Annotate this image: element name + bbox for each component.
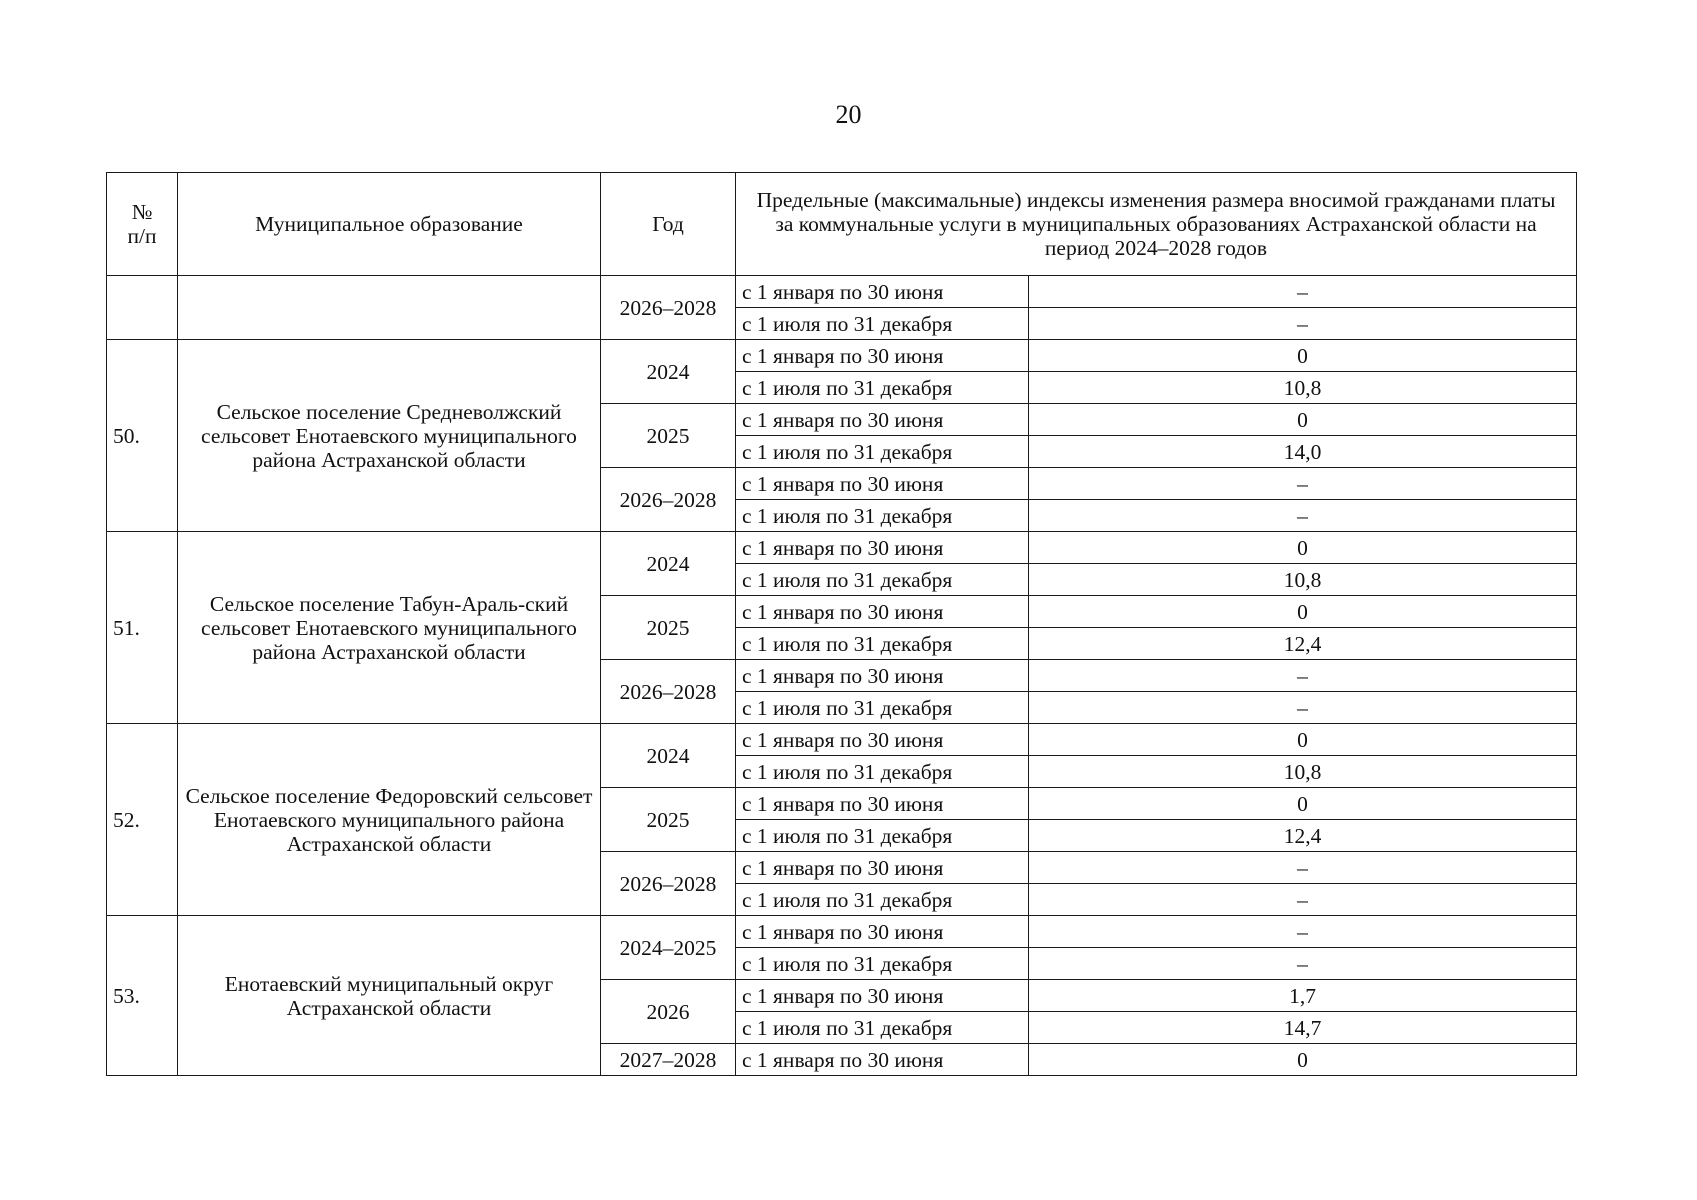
index-value: 0 bbox=[1029, 1044, 1577, 1076]
year-cell: 2025 bbox=[601, 404, 736, 468]
index-value: – bbox=[1029, 692, 1577, 724]
index-value: – bbox=[1029, 884, 1577, 916]
period-cell: с 1 января по 30 июня bbox=[736, 852, 1029, 884]
municipality-cell: Сельское поселение Федоровский сельсовет Енотаевского муниципального района Астраханской области bbox=[178, 724, 601, 916]
year-cell: 2024 bbox=[601, 340, 736, 404]
index-value: 0 bbox=[1029, 724, 1577, 756]
index-value: – bbox=[1029, 276, 1577, 308]
year-cell: 2024 bbox=[601, 724, 736, 788]
period-cell: с 1 января по 30 июня bbox=[736, 980, 1029, 1012]
municipality-cell: Сельское поселение Табун-Араль-ский сельсовет Енотаевского муниципального района Астраханской области bbox=[178, 532, 601, 724]
table-row bbox=[107, 340, 1577, 372]
table-row bbox=[107, 916, 1577, 948]
index-value: – bbox=[1029, 948, 1577, 980]
year-cell: 2026–2028 bbox=[601, 276, 736, 340]
period-cell: с 1 июля по 31 декабря bbox=[736, 884, 1029, 916]
period-cell: с 1 января по 30 июня bbox=[736, 404, 1029, 436]
index-value: – bbox=[1029, 660, 1577, 692]
index-value: 10,8 bbox=[1029, 372, 1577, 404]
year-cell: 2024 bbox=[601, 532, 736, 596]
year-cell: 2026–2028 bbox=[601, 660, 736, 724]
row-number: 50. bbox=[107, 340, 178, 532]
header-index: Предельные (максимальные) индексы изменения размера вносимой гражданами платы за коммунальные услуги в муниципальных образованиях Астраханской области на период 2024–2028 годов bbox=[736, 173, 1577, 276]
period-cell: с 1 января по 30 июня bbox=[736, 596, 1029, 628]
period-cell: с 1 июля по 31 декабря bbox=[736, 948, 1029, 980]
index-value: 0 bbox=[1029, 404, 1577, 436]
header-year: Год bbox=[601, 173, 736, 276]
header-num: № п/п bbox=[107, 173, 178, 276]
index-value: 12,4 bbox=[1029, 820, 1577, 852]
header-municipality: Муниципальное образование bbox=[178, 173, 601, 276]
period-cell: с 1 июля по 31 декабря bbox=[736, 1012, 1029, 1044]
index-value: – bbox=[1029, 468, 1577, 500]
period-cell: с 1 июля по 31 декабря bbox=[736, 436, 1029, 468]
index-value: – bbox=[1029, 916, 1577, 948]
table-row bbox=[107, 724, 1577, 756]
period-cell: с 1 января по 30 июня bbox=[736, 276, 1029, 308]
period-cell: с 1 июля по 31 декабря bbox=[736, 820, 1029, 852]
period-cell: с 1 января по 30 июня bbox=[736, 916, 1029, 948]
row-number bbox=[107, 276, 178, 340]
index-value: 10,8 bbox=[1029, 756, 1577, 788]
index-value: 10,8 bbox=[1029, 564, 1577, 596]
year-cell: 2025 bbox=[601, 788, 736, 852]
period-cell: с 1 июля по 31 декабря bbox=[736, 756, 1029, 788]
index-value: 1,7 bbox=[1029, 980, 1577, 1012]
index-value: 12,4 bbox=[1029, 628, 1577, 660]
index-value: 0 bbox=[1029, 596, 1577, 628]
index-value: – bbox=[1029, 308, 1577, 340]
index-value: 14,7 bbox=[1029, 1012, 1577, 1044]
row-number: 52. bbox=[107, 724, 178, 916]
year-cell: 2024–2025 bbox=[601, 916, 736, 980]
period-cell: с 1 июля по 31 декабря bbox=[736, 372, 1029, 404]
period-cell: с 1 июля по 31 декабря bbox=[736, 500, 1029, 532]
tariff-index-table bbox=[106, 172, 1577, 1076]
period-cell: с 1 января по 30 июня bbox=[736, 532, 1029, 564]
table-header-row bbox=[107, 173, 1577, 276]
period-cell: с 1 января по 30 июня bbox=[736, 468, 1029, 500]
municipality-cell: Сельское поселение Средневолжский сельсовет Енотаевского муниципального района Астраханской области bbox=[178, 340, 601, 532]
period-cell: с 1 июля по 31 декабря bbox=[736, 564, 1029, 596]
index-value: – bbox=[1029, 500, 1577, 532]
year-cell: 2026–2028 bbox=[601, 852, 736, 916]
table-row bbox=[107, 276, 1577, 308]
year-cell: 2025 bbox=[601, 596, 736, 660]
period-cell: с 1 января по 30 июня bbox=[736, 1044, 1029, 1076]
index-value: 14,0 bbox=[1029, 436, 1577, 468]
period-cell: с 1 января по 30 июня bbox=[736, 660, 1029, 692]
municipality-cell bbox=[178, 276, 601, 340]
period-cell: с 1 января по 30 июня bbox=[736, 788, 1029, 820]
index-value: 0 bbox=[1029, 532, 1577, 564]
index-value: 0 bbox=[1029, 788, 1577, 820]
period-cell: с 1 июля по 31 декабря bbox=[736, 308, 1029, 340]
period-cell: с 1 января по 30 июня bbox=[736, 340, 1029, 372]
municipality-cell: Енотаевский муниципальный округ Астраханской области bbox=[178, 916, 601, 1076]
period-cell: с 1 июля по 31 декабря bbox=[736, 628, 1029, 660]
table-row bbox=[107, 532, 1577, 564]
period-cell: с 1 января по 30 июня bbox=[736, 724, 1029, 756]
row-number: 51. bbox=[107, 532, 178, 724]
row-number: 53. bbox=[107, 916, 178, 1076]
page-number: 20 bbox=[835, 100, 862, 129]
year-cell: 2026 bbox=[601, 980, 736, 1044]
index-value: 0 bbox=[1029, 340, 1577, 372]
year-cell: 2026–2028 bbox=[601, 468, 736, 532]
index-value: – bbox=[1029, 852, 1577, 884]
period-cell: с 1 июля по 31 декабря bbox=[736, 692, 1029, 724]
year-cell: 2027–2028 bbox=[601, 1044, 736, 1076]
